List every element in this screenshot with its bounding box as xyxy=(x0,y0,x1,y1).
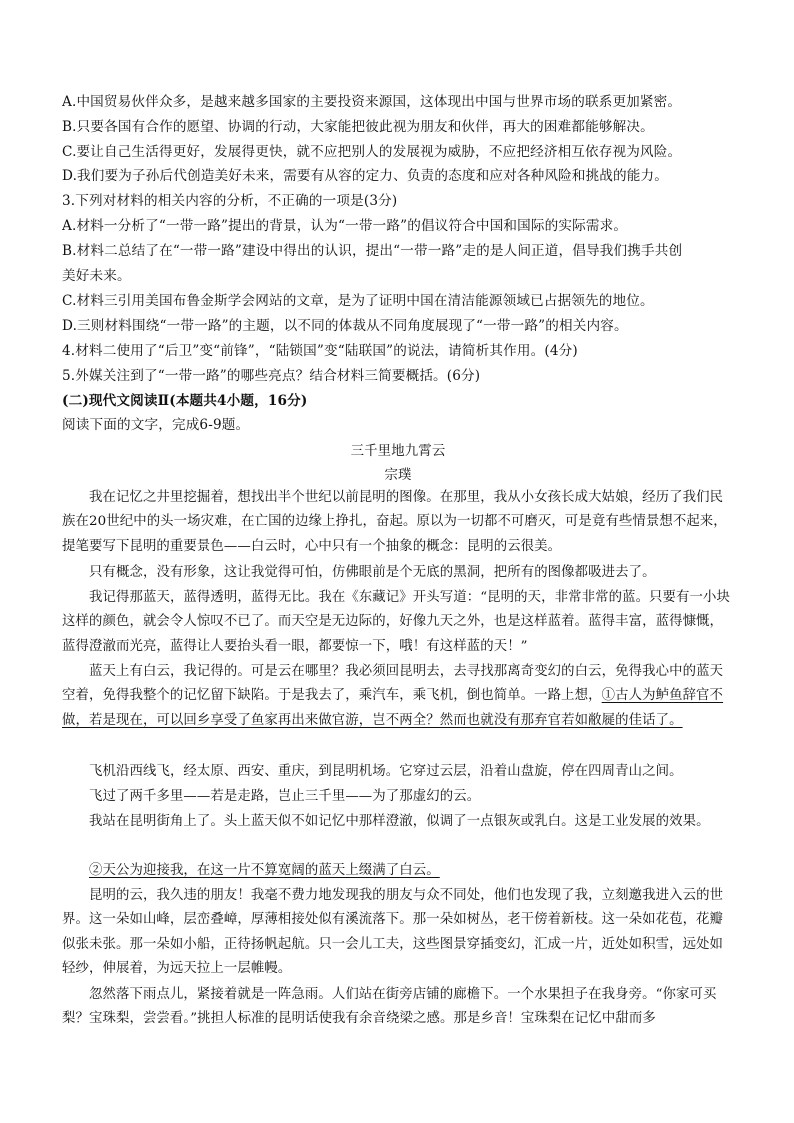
underlined-sentence-2: ②天公为迎接我，在这一片不算宽阔的蓝天上缀满了白云。 xyxy=(89,863,440,878)
q3-option-a: A.材料一分析了“一带一路”提出的背景，认为“一带一路”的倡议符合中国和国际的实际需求。 xyxy=(62,218,628,234)
story-author: 宗璞 xyxy=(384,468,412,483)
q3-option-d: D.三则材料围绕“一带一路”的主题，以不同的体裁从不同角度展现了“一带一路”的相关内容。 xyxy=(62,318,628,334)
story-paragraph-2: 只有概念，没有形象，这让我觉得可怕，仿佛眼前是个无底的黑洞，把所有的图像都吸进去了。 xyxy=(89,565,656,580)
story-paragraph-10: 忽然落下雨点儿，紧接着就是一阵急雨。人们站在街旁店铺的廊檐下。一个水果担子在我身旁。“你家可买梨？宝珠梨，尝尝看。”挑担人标准的昆明话使我有余音绕梁之感。那是乡音！宝珠梨在记忆中甜而多 xyxy=(62,987,717,1027)
story-paragraph-3: 我记得那蓝天，蓝得透明，蓝得无比。我在《东藏记》开头写道：“昆明的天，非常非常的蓝。只要有一小块这样的颜色，就会令人惊叹不已了。而天空是无边际的，好像九天之外，也是这样蓝着。蓝得丰富，蓝得慷慨，蓝得澄澈而光亮，蓝得让人要抬头看一眼，都要惊一下，哦！有这样蓝的天！” xyxy=(62,590,731,654)
story-paragraph-9: 昆明的云，我久违的朋友！我毫不费力地发现我的朋友与众不同处，他们也发现了我，立刻邀我进入云的世界。这一朵如山峰，层峦叠嶂，厚薄相接处似有溪流落下。那一朵如树丛，老干傍着新枝。这一朵如花苞，花瓣似张未张。那一朵如小船，正待扬帆起航。只一会儿工夫，这些图景穿插变幻，汇成一片，近处如积雪，远处如轻纱，伸展着，为远天拉上一层帷幔。 xyxy=(62,888,724,976)
q2-option-c: C.要让自己生活得更好，发展得更快，就不应把别人的发展视为威胁，不应把经济相互依存视为风险。 xyxy=(62,144,682,160)
story-title: 三千里地九霄云 xyxy=(350,444,446,459)
q2-option-a: A.中国贸易伙伴众多，是越来越多国家的主要投资来源国，这体现出中国与世界市场的联系更加紧密。 xyxy=(62,94,682,110)
story-paragraph-8 xyxy=(62,859,734,883)
story-paragraph-1: 我在记忆之井里挖掘着，想找出半个世纪以前昆明的图像。在那里，我从小女孩长成大姑娘，经历了我们民族在20世纪中的头一场灾难，在亡国的边缘上挣扎，奋起。原以为一切都不可磨灭，可是竟有些情景想不起来，提笔要写下昆明的重要景色——白云时，心中只有一个抽象的概念：昆明的云很美。 xyxy=(62,490,727,554)
q4-stem: 4.材料二使用了“后卫”变“前锋”，“陆锁国”变“陆联国”的说法，请简析其作用。(4分) xyxy=(62,343,578,359)
story-paragraph-6: 飞过了两千多里——若是走路，岂止三千里——为了那虚幻的云。 xyxy=(89,789,481,804)
q3-option-c: C.材料三引用美国布鲁金斯学会网站的文章，是为了证明中国在清洁能源领域已占据领先的地位。 xyxy=(62,293,654,309)
q2-option-b: B.只要各国有合作的愿望、协调的行动，大家能把彼此视为朋友和伙伴，再大的困难都能够解决。 xyxy=(62,119,654,135)
story-paragraph-4-text: 蓝天上有白云，我记得的。可是云在哪里？我必须回昆明去，去寻找那离奇变幻的白云，免得我心中的蓝天空着，免得我整个的记忆留下缺陷。于是我去了，乘汽车，乘飞机，倒也简单。一路上想， xyxy=(62,664,724,704)
story-paragraph-7: 我站在昆明街角上了。头上蓝天似不如记忆中那样澄澈，似调了一点银灰或乳白。这是工业发展的效果。 xyxy=(89,814,710,829)
section-instruction: 阅读下面的文字，完成6-9题。 xyxy=(62,417,250,433)
q3-option-b-line2: 美好未来。 xyxy=(62,268,131,284)
underlined-sentence-1: ①古人为鲈鱼辞官不做，若是现在，可以回乡享受了鱼家再出来做官游，岂不两全？然而也就没有那弃官若如敝屣的佳话了。 xyxy=(62,688,724,728)
section-heading: (二)现代文阅读Ⅱ(本题共4小题，16分) xyxy=(62,393,308,409)
q2-option-d: D.我们要为子孙后代创造美好未来，需要有从容的定力、负责的态度和应对各种风险和挑战的能力。 xyxy=(62,168,669,184)
story-paragraph-4 xyxy=(62,660,734,733)
q3-stem: 3.下列对材料的相关内容的分析，不正确的一项是(3分) xyxy=(62,193,398,209)
q5-stem: 5.外媒关注到了“一带一路”的哪些亮点？结合材料三简要概括。(6分) xyxy=(62,368,481,384)
q3-option-b-line1: B.材料二总结了在“一带一路”建设中得出的认识，提出“一带一路”走的是人间正道，倡导我们携手共创 xyxy=(62,243,683,259)
story-paragraph-5: 飞机沿西线飞，经太原、西安、重庆，到昆明机场。它穿过云层，沿着山盘旋，停在四周青山之间。 xyxy=(89,764,683,779)
